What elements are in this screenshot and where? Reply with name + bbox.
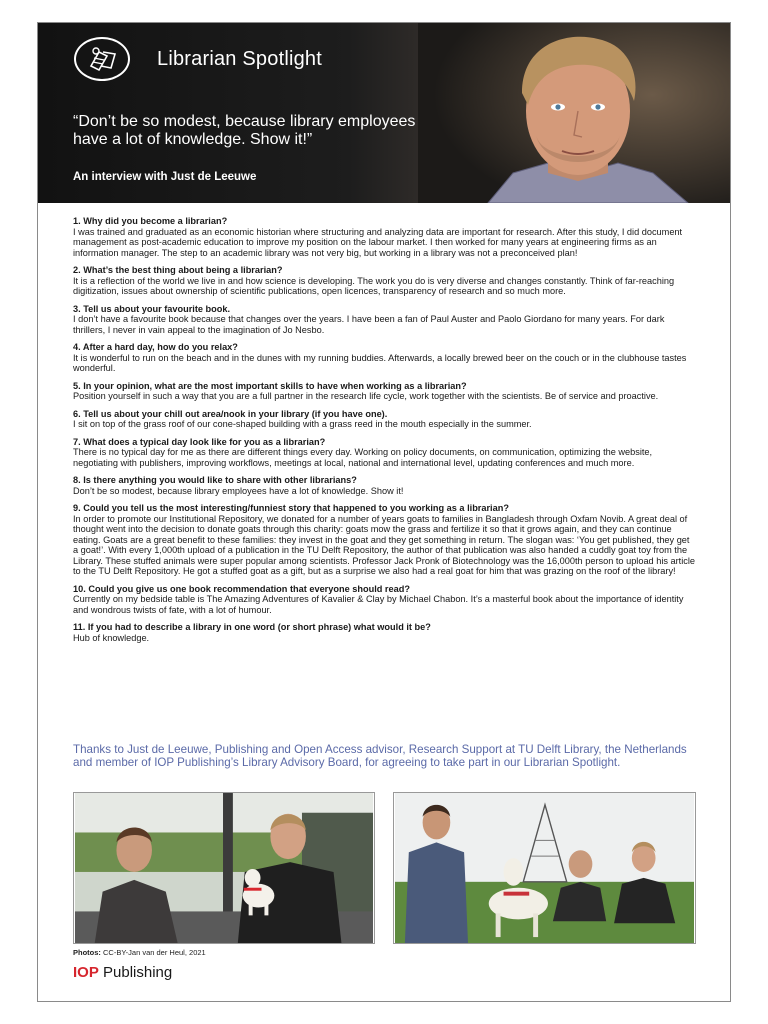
question: 3. Tell us about your favourite book. [73, 303, 231, 314]
acknowledgement-text: Thanks to Just de Leeuwe, Publishing and Open Access advisor, Research Support at TU Delft Library, the Netherlands and member of IOP Publishing’s Library Advisory Board, for agreeing to take part in our Librarian Spotlight. [73, 743, 687, 769]
question: 9. Could you tell us the most interesting/funniest story that happened to you working as a librarian? [73, 503, 509, 513]
article-page [37, 22, 731, 1002]
answer: Hub of knowledge. [73, 632, 150, 643]
answer: It is wonderful to run on the beach and in the dunes with my running buddies. Afterwards, a locally brewed beer on the couch or in the clubhouse tastes wonderful. [73, 352, 687, 373]
question: 10. Could you give us one book recommendation that everyone should read? [73, 583, 410, 594]
answer: I sit on top of the grass roof of our cone-shaped building with a grass reed in the mouth especially in the summer. [73, 419, 532, 429]
pull-quote: “Don’t be so modest, because library employees have a lot of knowledge. Show it!” [73, 113, 416, 148]
qa-item [73, 622, 697, 643]
question: 8. Is there anything you would like to share with other librarians? [73, 475, 357, 485]
qa-item [73, 503, 697, 577]
portrait-photo [418, 23, 730, 203]
publisher-name: Publishing [98, 964, 173, 981]
caption-credit: CC-BY-Jan van der Heul, 2021 [100, 948, 206, 957]
question: 5. In your opinion, what are the most important skills to have when working as a librarian? [73, 380, 467, 391]
page-title: Librarian Spotlight [157, 48, 323, 70]
publisher-brand: IOP [73, 964, 99, 981]
qa-item [73, 475, 697, 496]
qa-item [73, 437, 697, 469]
interview-subtitle: An interview with Just de Leeuwe [73, 171, 257, 183]
answer: There is no typical day for me as there are different things every day. Working on policy documents, on communication, optimizing the website, negotiating with publishers, improving workflows, meetings at local, national and international level, updating conferences and much more. [73, 447, 653, 468]
question: 7. What does a typical day look like for you as a librarian? [73, 436, 326, 447]
answer: I was trained and graduated as an economic historian where structuring and analyzing data are important for research. After this study, I did document management as post-academic education to improve my position on the labour market. I then worked for many years at engineering firms as an information manager. The step to an academic library was not very big, but working in a library was not a preconceived plan! [73, 226, 683, 258]
answer: In order to promote our Institutional Repository, we donated for a number of years goats to families in Bangladesh through Oxfam Novib. A great deal of thought went into the decision to donate goats through this charity: goats mow the grass and fertilize it so that it grows again, and they can continue eating. Goats are a great benefit to these families: they invest in the goat and they get something in return. The slogan was: ‘You get published, they get a goat!’. With every 1,000th upload of a publication in the TU Delft Repository, the author of that publication was also handed a cuddly goat toy from the Library. These stuffed animals were super popular among scientists. Professor Jack Pronk of Biotechnology was the 16,000th person to upload his article to the TU Delft Repository. He got a stuffed goat as a gift, but as a surprise we also had a real goat for him that was grazing on the roof of the library! [73, 513, 696, 576]
librarian-logo-icon [74, 37, 130, 81]
answer: Position yourself in such a way that you are a full partner in the research life cycle, work together with the scientists. Be of service and proactive. [73, 391, 659, 401]
publisher-logo [73, 964, 172, 981]
question: 6. Tell us about your chill out area/nook in your library (if you have one). [73, 408, 388, 419]
question: 11. If you had to describe a library in one word (or short phrase) what would it be? [73, 622, 431, 632]
question: 2. What’s the best thing about being a librarian? [73, 265, 283, 275]
qa-item [73, 265, 697, 297]
interview-qa-list [73, 216, 697, 650]
qa-item [73, 304, 697, 336]
answer: Currently on my bedside table is The Amazing Adventures of Kavalier & Clay by Michael Chabon. It’s a masterful book about the importance of identity and wondrous twists of fate, with a lot of humour. [73, 594, 684, 615]
answer: I don’t have a favourite book because that changes over the years. I have been a fan of Paul Auster and Paolo Giordano for many years. For dark thrillers, I never in vain appeal to the imagination of Jo Nesbo. [73, 314, 665, 335]
photo-interview-with-goat-toy [73, 792, 375, 944]
photo-goat-on-roof [393, 792, 696, 944]
qa-item [73, 409, 697, 430]
question: 4. After a hard day, how do you relax? [73, 342, 238, 352]
answer: Don’t be so modest, because library employees have a lot of knowledge. Show it! [73, 485, 404, 496]
qa-item [73, 216, 697, 258]
photo-caption [73, 948, 206, 957]
answer: It is a reflection of the world we live in and how science is developing. The work you do is very diverse and changes constantly. Think of far-reaching digitization, issues about ownership of scientific publications, open licences, transparency of research and so much more. [73, 275, 675, 296]
question: 1. Why did you become a librarian? [73, 216, 228, 226]
hero-banner [38, 23, 730, 203]
qa-item [73, 381, 697, 402]
qa-item [73, 342, 697, 374]
qa-item [73, 584, 697, 616]
caption-label: Photos: [73, 948, 101, 957]
